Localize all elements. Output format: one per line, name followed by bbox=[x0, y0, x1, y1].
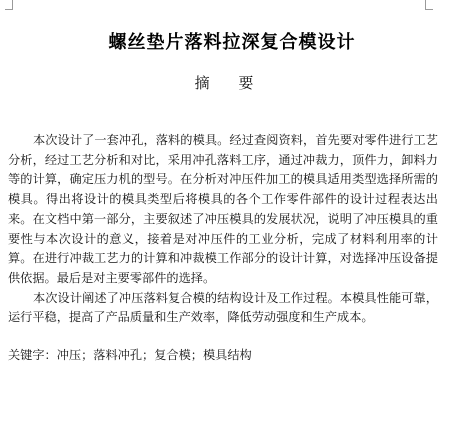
keywords-line: 关键字：冲压；落料冲孔；复合模；模具结构 bbox=[8, 348, 252, 362]
page-corner-mark-left bbox=[5, 0, 13, 10]
document-title: 螺丝垫片落料拉深复合模设计 bbox=[108, 32, 356, 53]
abstract-paragraph-2: 本次设计阐述了冲压落料复合模的结构设计及工作过程。本模具性能可靠，运行平稳，提高了产品质量和生产效率，降低劳动强度和生产成本。 bbox=[8, 290, 438, 325]
abstract-paragraph-1: 本次设计了一套冲孔，落料的模具。经过查阅资料，首先要对零件进行工艺分析，经过工艺分析和对比，采用冲孔落料工序，通过冲裁力，顶件力，卸料力等的计算，确定压力机的型号。在分析对冲压件加工的模具适用类型选择所需的模具。得出将设计的模具类型后将模具的各个工作零件部件的设计过程表达出来。在文档中第一部分，主要叙述了冲压模具的发展状况，说明了冲压模具的重要性与本次设计的意义，接着是对冲压件的工业分析，完成了材料利用率的计算。在进行冲裁工艺力的计算和冲裁模工作部分的设计计算，对选择冲压设备提供依据。最后是对主要零部件的选择。 bbox=[8, 133, 438, 285]
page-corner-mark-right bbox=[425, 0, 433, 10]
abstract-heading: 摘 要 bbox=[194, 74, 266, 92]
abstract-body bbox=[8, 131, 438, 328]
